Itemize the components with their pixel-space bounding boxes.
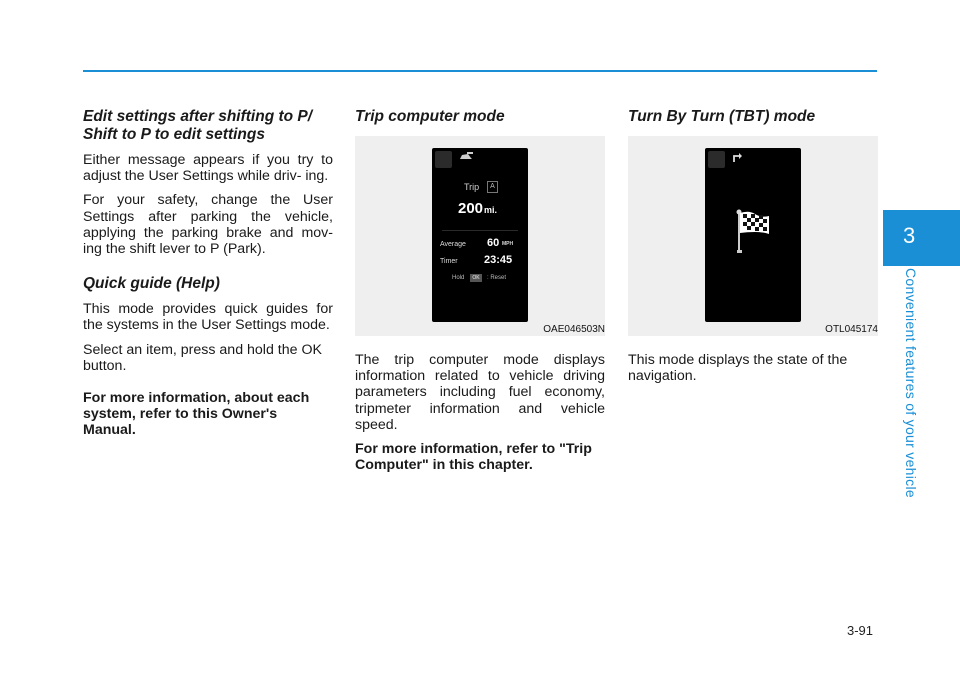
average-label: Average [440, 241, 466, 248]
mode-square-icon [708, 151, 725, 168]
cluster-screen-tbt [705, 148, 801, 322]
checkered-flag-icon [735, 208, 775, 259]
figure-code: OTL045174 [825, 324, 878, 335]
column-trip-computer [355, 108, 605, 481]
note-trip-computer: For more information, refer to "Trip Computer" in this chapter. [355, 441, 592, 474]
trip-badge: A [487, 181, 498, 193]
distance-value: 200 [458, 200, 484, 217]
figure-tbt [628, 136, 878, 336]
average-value: 60 [487, 237, 500, 249]
column-settings [83, 108, 333, 447]
note-more-info: For more information, about each system, refer to this Owner's Manual. [83, 390, 310, 439]
paragraph-quick-guide: This mode provides quick guides for the systems in the User Settings mode. [83, 301, 333, 334]
heading-edit-settings: Edit settings after shifting to P/ Shift to P to edit settings [83, 108, 313, 143]
figure-trip-computer [355, 136, 605, 336]
heading-quick-guide: Quick guide (Help) [83, 275, 220, 293]
divider [442, 230, 518, 231]
car-icon [458, 151, 474, 166]
hold-label: Hold [452, 275, 465, 281]
paragraph-tbt: This mode displays the state of the navigation. [628, 352, 848, 385]
paragraph-select-item: Select an item, press and hold the OK button. [83, 341, 322, 374]
mode-square-icon [435, 151, 452, 168]
trip-title: Trip [464, 182, 480, 192]
paragraph-safety: For your safety, change the User Settings after parking the vehicle, applying the parking brake and mov- ing the shift lever to P (Park). [83, 192, 333, 258]
heading-trip-computer: Trip computer mode [355, 108, 505, 125]
ok-badge: OK [470, 274, 482, 282]
page-number: 3-91 [847, 623, 874, 638]
turn-arrow-icon [731, 151, 745, 166]
distance-unit: mi. [484, 205, 498, 215]
timer-label: Timer [440, 258, 458, 265]
average-unit: MPH [502, 241, 514, 247]
paragraph-message: Either message appears if you try to adjust the User Settings while driv- ing. [83, 152, 333, 185]
heading-tbt: Turn By Turn (TBT) mode [628, 108, 816, 125]
chapter-tab [883, 210, 960, 266]
top-rule [83, 70, 877, 72]
paragraph-trip-computer: The trip computer mode displays information related to vehicle driving parameters including fuel economy, tripmeter information and vehicle speed. [355, 352, 605, 433]
chapter-number: 3 [903, 223, 916, 248]
figure-code: OAE046503N [543, 324, 605, 335]
chapter-title-vertical: Convenient features of your vehicle [903, 268, 919, 498]
column-tbt [628, 108, 878, 392]
cluster-screen-trip [432, 148, 528, 322]
timer-value: 23:45 [484, 254, 513, 266]
reset-label: : Reset [487, 275, 507, 281]
